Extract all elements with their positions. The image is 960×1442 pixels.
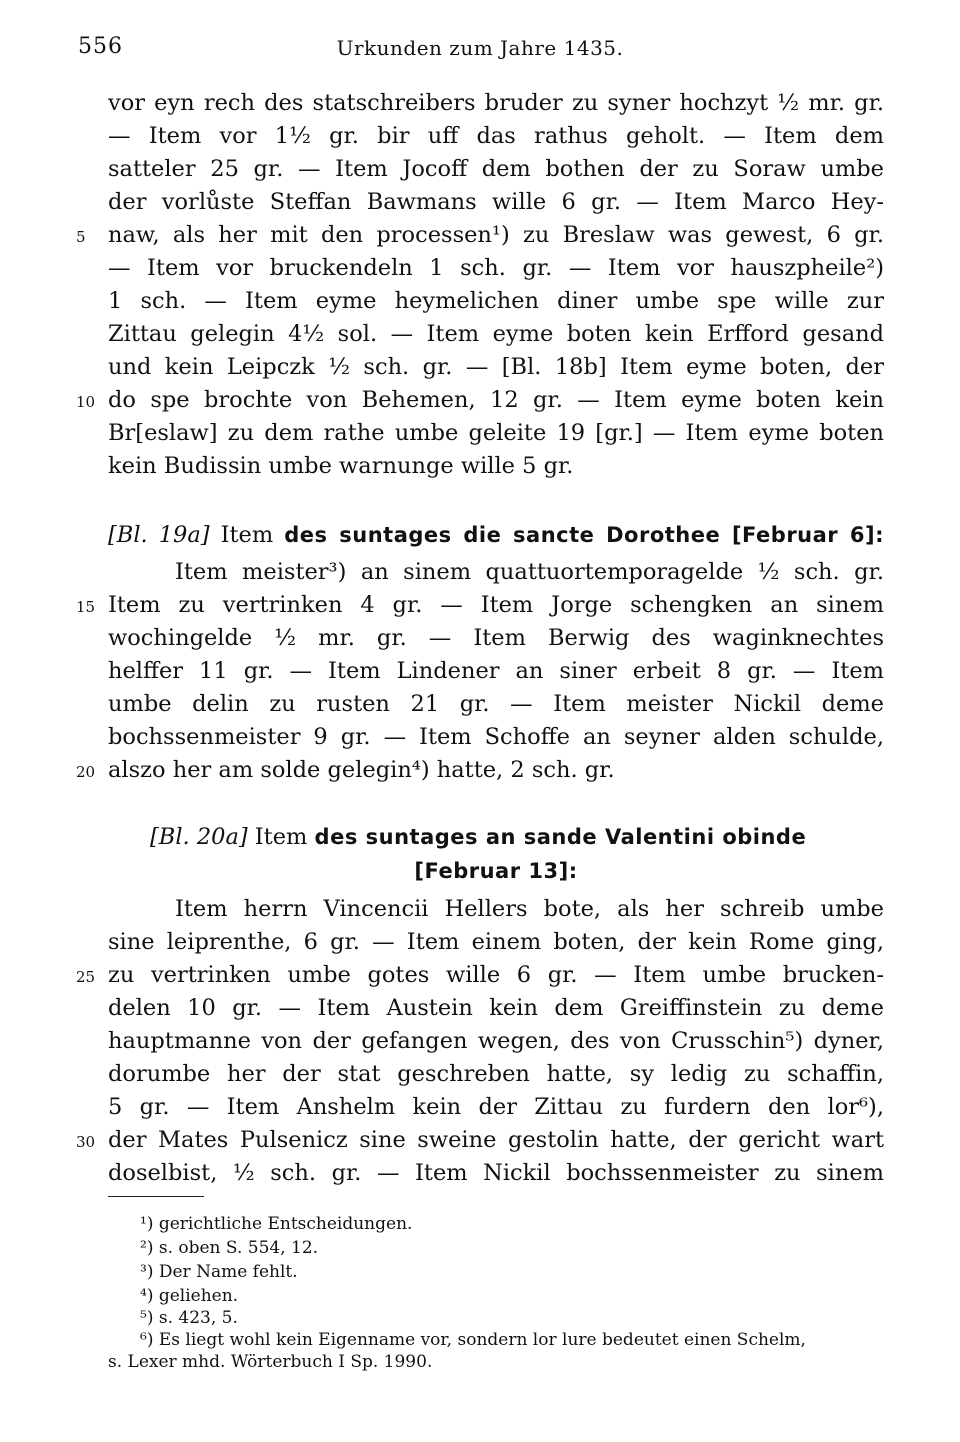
text-line: Item herrn Vincencii Hellers bote, als her schreib umbe — [175, 896, 884, 922]
footnote-separator — [108, 1196, 204, 1197]
text-line: kein Budissin umbe warnunge wille 5 gr. — [108, 453, 574, 479]
heading-bold: des suntages die sancte Dorothee [Februar 6]: — [284, 523, 884, 547]
text-line: Zittau gelegin 4½ sol. — Item eyme boten kein Erfford gesand — [108, 321, 884, 347]
text-line: sine leiprenthe, 6 gr. — Item einem boten, der kein Rome ging, — [108, 929, 884, 955]
text-line: der Mates Pulsenicz sine sweine gestolin hatte, der gericht wart — [108, 1127, 884, 1153]
line-number: 15 — [76, 598, 96, 616]
text-line: Br[eslaw] zu dem rathe umbe geleite 19 [gr.] — Item eyme boten — [108, 420, 884, 446]
heading-bold: des suntages an sande Valentini obinde — [314, 825, 807, 849]
section-heading — [150, 823, 884, 853]
text-line: 1 sch. — Item eyme heymelichen diner umbe spe wille zur — [108, 288, 884, 314]
text-line: — Item vor 1½ gr. bir uff das rathus geholt. — Item dem — [108, 123, 884, 149]
text-line: do spe brochte von Behemen, 12 gr. — Item eyme boten kein — [108, 387, 884, 413]
text-line: der vorlůste Steffan Bawmans wille 6 gr. — Item Marco Hey- — [108, 189, 884, 215]
heading-prefix: Item — [254, 824, 308, 850]
text-line: Item meister³) an sinem quattuortemporagelde ½ sch. gr. — [175, 559, 884, 585]
text-line: umbe delin zu rusten 21 gr. — Item meister Nickil deme — [108, 691, 884, 717]
section-heading — [108, 521, 884, 551]
text-line: satteler 25 gr. — Item Jocoff dem bothen der zu Soraw umbe — [108, 156, 884, 182]
text-line: — Item vor bruckendeln 1 sch. gr. — Item vor hauszpheile²) — [108, 255, 884, 281]
text-line: alszo her am solde gelegin⁴) hatte, 2 sch. gr. — [108, 757, 615, 783]
heading-prefix: Item — [220, 522, 274, 548]
text-line: zu vertrinken umbe gotes wille 6 gr. — Item umbe brucken- — [108, 962, 884, 988]
heading-bold: [Februar 13]: — [414, 859, 578, 883]
text-line: helffer 11 gr. — Item Lindener an siner erbeit 8 gr. — Item — [108, 658, 884, 684]
folio-reference: [Bl. 19a] — [108, 522, 210, 548]
footnote: ⁶) Es liegt wohl kein Eigenname vor, sondern lor lure bedeutet einen Schelm, — [140, 1330, 806, 1350]
text-line: doselbist, ½ sch. gr. — Item Nickil bochssenmeister zu sinem — [108, 1160, 884, 1186]
page-number: 556 — [78, 34, 123, 59]
footnote: ²) s. oben S. 554, 12. — [140, 1238, 319, 1258]
footnote-continuation: s. Lexer mhd. Wörterbuch I Sp. 1990. — [108, 1352, 433, 1372]
section-heading-continued — [108, 857, 884, 887]
running-head: Urkunden zum Jahre 1435. — [336, 36, 624, 60]
footnote: ⁵) s. 423, 5. — [140, 1308, 238, 1328]
text-line: vor eyn rech des statschreibers bruder zu syner hochzyt ½ mr. gr. — [108, 90, 884, 116]
footnote: ³) Der Name fehlt. — [140, 1262, 298, 1282]
text-line: bochssenmeister 9 gr. — Item Schoffe an seyner alden schulde, — [108, 724, 884, 750]
line-number: 5 — [76, 228, 86, 246]
text-line: naw, als her mit den processen¹) zu Breslaw was gewest, 6 gr. — [108, 222, 884, 248]
footnote: ⁴) geliehen. — [140, 1286, 239, 1306]
text-line: dorumbe her der stat geschreben hatte, sy ledig zu schaffin, — [108, 1061, 884, 1087]
folio-reference: [Bl. 20a] — [150, 824, 248, 850]
text-line: und kein Leipczk ½ sch. gr. — [Bl. 18b] Item eyme boten, der — [108, 354, 884, 380]
text-line: hauptmanne von der gefangen wegen, des von Crusschin⁵) dyner, — [108, 1028, 884, 1054]
line-number: 30 — [76, 1133, 96, 1151]
text-line: delen 10 gr. — Item Austein kein dem Greiffinstein zu deme — [108, 995, 884, 1021]
line-number: 25 — [76, 968, 96, 986]
text-line: wochingelde ½ mr. gr. — Item Berwig des waginknechtes — [108, 625, 884, 651]
line-number: 10 — [76, 393, 96, 411]
line-number: 20 — [76, 763, 96, 781]
text-line: Item zu vertrinken 4 gr. — Item Jorge schengken an sinem — [108, 592, 884, 618]
text-line: 5 gr. — Item Anshelm kein der Zittau zu furdern den lor⁶), — [108, 1094, 884, 1120]
footnote: ¹) gerichtliche Entscheidungen. — [140, 1214, 413, 1234]
